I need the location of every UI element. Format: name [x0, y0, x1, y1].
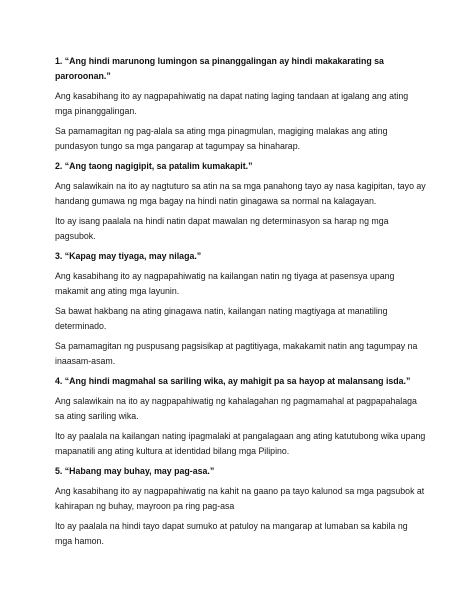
document-page — [55, 54, 427, 554]
paragraph: Ito ay paalala na hindi tayo dapat sumuko at patuloy na mangarap at lumaban sa kabila ng mga hamon. — [55, 521, 408, 546]
section-heading: 2. “Ang taong nagigipit, sa patalim kumakapit.” — [55, 161, 253, 171]
paragraph: Ito ay isang paalala na hindi natin dapat mawalan ng determinasyon sa harap ng mga pagsubok. — [55, 216, 389, 241]
paragraph: Ang kasabihang ito ay nagpapahiwatig na kahit na gaano pa tayo kalunod sa mga pagsubok at kahirapan ng buhay, mayroon pa ring pag-asa — [55, 486, 425, 511]
section-heading: 5. “Habang may buhay, may pag-asa.” — [55, 466, 215, 476]
section-1 — [55, 54, 427, 154]
section-4 — [55, 374, 427, 459]
section-5 — [55, 464, 427, 549]
section-3 — [55, 249, 427, 369]
section-heading: 4. “Ang hindi magmahal sa sariling wika, ay mahigit pa sa hayop at malansang isda.” — [55, 376, 411, 386]
paragraph: Sa bawat hakbang na ating ginagawa natin, kailangan nating magtiyaga at manatiling determinado. — [55, 306, 388, 331]
paragraph: Ang salawikain na ito ay nagtuturo sa atin na sa mga panahong tayo ay nasa kagipitan, tayo ay handang gumawa ng mga bagay na hindi natin ginagawa sa normal na kalagayan. — [55, 181, 426, 206]
paragraph: Ito ay paalala na kailangan nating ipagmalaki at pangalagaan ang ating katutubong wika upang mapanatili ang ating kultura at identidad bilang mga Pilipino. — [55, 431, 426, 456]
section-heading: 1. “Ang hindi marunong lumingon sa pinanggalingan ay hindi makakarating sa paroroonan.” — [55, 56, 384, 81]
section-2 — [55, 159, 427, 244]
paragraph: Ang salawikain na ito ay nagpapahiwatig ng kahalagahan ng pagmamahal at pagpapahalaga sa ating sariling wika. — [55, 396, 417, 421]
paragraph: Sa pamamagitan ng pag-alala sa ating mga pinagmulan, magiging malakas ang ating pundasyon tungo sa mga pangarap at tagumpay sa hinaharap. — [55, 126, 388, 151]
paragraph: Ang kasabihang ito ay nagpapahiwatig na dapat nating laging tandaan at igalang ang ating mga pinanggalingan. — [55, 91, 409, 116]
paragraph: Ang kasabihang ito ay nagpapahiwatig na kailangan natin ng tiyaga at pasensya upang makamit ang ating mga layunin. — [55, 271, 395, 296]
paragraph: Sa pamamagitan ng puspusang pagsisikap at pagtitiyaga, makakamit natin ang tagumpay na inaasam-asam. — [55, 341, 418, 366]
section-heading: 3. “Kapag may tiyaga, may nilaga.” — [55, 251, 202, 261]
